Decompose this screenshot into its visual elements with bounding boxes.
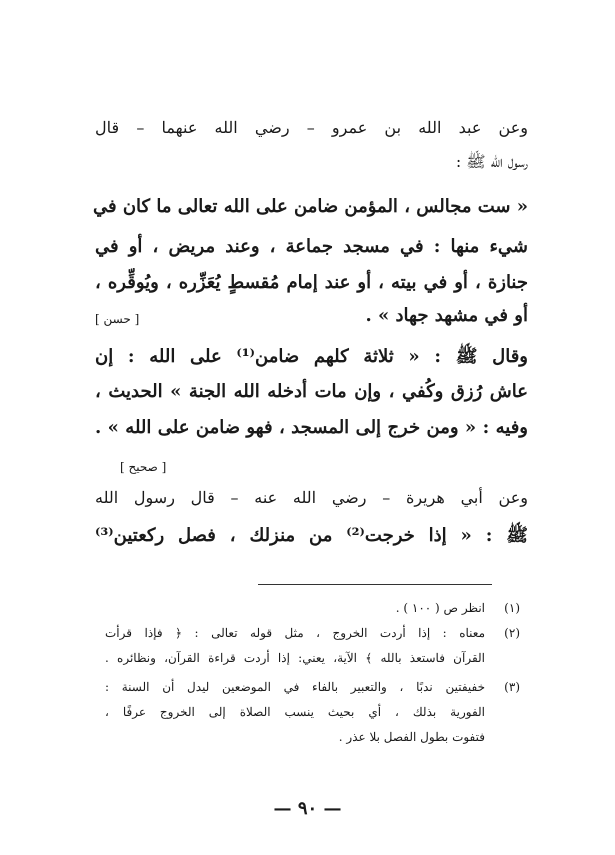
footnote-3-line-3: فتفوت بطول الفصل بلا عذر . <box>338 730 485 744</box>
body-line-3: « ست مجالس ، المؤمن ضامن على الله تعالى ما كان في <box>92 196 528 217</box>
footnote-1-line-1: انظر ص ( ١٠٠ ) . <box>395 601 485 615</box>
footnote-3-line-2: الفورية بذلك ، أي بحيث ينسب الصلاة إلى الخروج عرفًا ، <box>105 705 485 719</box>
body-line-9: وفيه : « ومن خرج إلى المسجد ، فهو ضامن على الله » . <box>95 417 528 438</box>
footnote-number-1: (١) <box>504 601 520 615</box>
footnote-number-3: (٣) <box>504 680 520 694</box>
grade-sahih: [ صحيح ] <box>120 460 167 474</box>
body-line-4: شيء منها : في مسجد جماعة ، وعند مريض ، أو في <box>95 236 528 257</box>
body-line-6: أو في مشهد جهاد » . <box>365 305 528 326</box>
footnote-separator <box>258 584 492 585</box>
body-line-10: وعن أبي هريرة – رضي الله عنه – قال رسول الله <box>95 488 528 507</box>
page-number: — ٩٠ — <box>273 798 342 819</box>
footnote-2-line-2: القرآن فاستعذ بالله ﴾ الآية، يعني: إذا أردت قراءة القرآن، ونظائره . <box>105 651 485 665</box>
body-line-8: عاش رُزق وكُفي ، وإن مات أدخله الله الجنة » الحديث ، <box>95 381 528 402</box>
body-line-5: جنازة ، أو في بيته ، أو عند إمام مُقسطٍ يُعَزِّره ، ويُوقِّره ، <box>95 272 528 293</box>
body-line-2: رسول الله ﷺ : <box>455 152 528 171</box>
footnote-3-line-1: خفيفتين ندبًا ، والتعبير بالفاء في الموضعين ليدل أن السنة : <box>105 680 485 694</box>
footnote-2-line-1: معناه : إذا أردت الخروج ، مثل قوله تعالى : ﴿ فإذا قرأت <box>105 626 485 640</box>
body-line-11: ﷺ : « إذا خرجت⁽²⁾ من منزلك ، فصل ركعتين⁽³⁾ <box>95 525 528 546</box>
body-line-7: وقال ﷺ : « ثلاثة كلهم ضامن⁽¹⁾ على الله : إن <box>95 346 528 367</box>
body-line-1: وعن عبد الله بن عمرو – رضي الله عنهما – قال <box>95 118 528 137</box>
footnote-number-2: (٢) <box>504 626 520 640</box>
grade-hasan: [ حسن ] <box>95 312 140 326</box>
